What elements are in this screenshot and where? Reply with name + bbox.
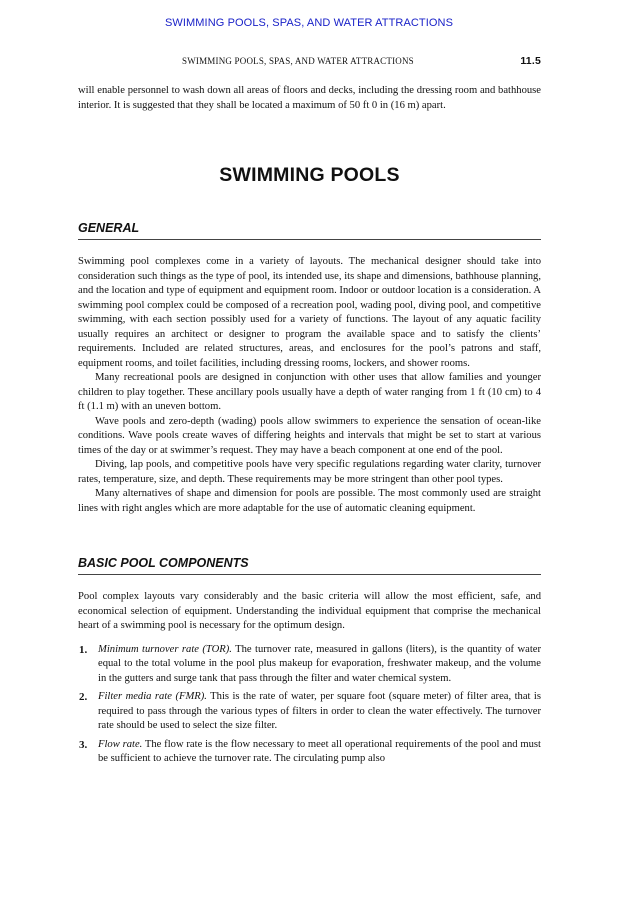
top-banner-title: SWIMMING POOLS, SPAS, AND WATER ATTRACTIONS (164, 17, 454, 29)
general-paragraph: Many alternatives of shape and dimension for pools are possible. The most commonly used are straight lines with right angles which are more adaptable for the use of automatic cleaning equipment. (78, 488, 541, 514)
list-item-text: The turnover rate, measured in gallons (liters), is the quantity of water equal to the total volume in the pool plus makeup for evaporation, freshwater makeup, and the volume in the gutters and surge tank that pass through the filter and water chemical system. (98, 643, 541, 684)
page-content (78, 84, 541, 771)
list-item-text: The flow rate is the flow necessary to meet all operational requirements of the pool and must be sufficient to achieve the turnover rate. The circulating pump also (98, 738, 541, 764)
running-head (78, 56, 541, 70)
chapter-section-title: SWIMMING POOLS (219, 164, 400, 186)
components-list (78, 643, 541, 767)
list-item (78, 690, 541, 734)
list-item-text: This is the rate of water, per square foot (square meter) of filter area, that is required to pass through the various types of filters in order to clean the water effectively. The turnover rate should be used to select the size filter. (98, 691, 541, 731)
general-section-body (78, 255, 541, 516)
list-item (78, 643, 541, 687)
list-item-term: Minimum turnover rate (TOR). (98, 643, 232, 655)
running-head-title: SWIMMING POOLS, SPAS, AND WATER ATTRACTIONS (182, 56, 414, 66)
section-heading-general: GENERAL (78, 221, 541, 240)
list-item-term: Flow rate. (98, 738, 143, 750)
general-paragraph: Swimming pool complexes come in a variety of layouts. The mechanical designer should take into consideration such things as the type of pool, its intended use, its shape and dimensions, bathhouse planning, and the location and type of equipment and equipment room. Indoor or outdoor location is a consideration. A swimming pool complex could be composed of a recreation pool, wading pool, diving pool, and competitive swimming, with each section possibly used for a variety of functions. The layout of any aquatic facility usually requires an architect or designer to program the available space and to satisfy the clients’ requirements. Included are related structures, areas, and enclosures for the pool’s patrons and staff, equipment rooms, and toilet facilities, including dressing rooms, lockers, and shower rooms. (78, 256, 541, 369)
list-item (78, 738, 541, 767)
list-item-term: Filter media rate (FMR). (98, 691, 207, 702)
list-item-number: 3. (79, 738, 88, 751)
general-paragraph: Diving, lap pools, and competitive pools have very specific regulations regarding water clarity, turnover rates, temperature, size, and depth. These requirements may be more stringent than other pool types. (78, 459, 541, 485)
general-paragraph: Wave pools and zero-depth (wading) pools allow swimmers to experience the sensation of ocean-like conditions. Wave pools create waves of differing heights and intervals that might be set to start at various times of the day or at swimmer’s request. They may have a beach component at one end of the pool. (78, 415, 541, 456)
general-paragraph: Many recreational pools are designed in conjunction with other uses that allow families and younger children to play together. These ancillary pools usually have a depth of water ranging from 1 ft (10 cm) to 4 ft (1.1 m) with an uneven bottom. (78, 372, 541, 412)
section-heading-basic-pool-components: BASIC POOL COMPONENTS (78, 556, 541, 575)
basic-intro-paragraph: Pool complex layouts vary considerably and the basic criteria will allow the most efficient, safe, and economical selection of equipment. Understanding the individual equipment that comprise the mechanical heart of a swimming pool is necessary for the optimum design. (78, 591, 541, 631)
list-item-number: 2. (79, 691, 88, 703)
intro-paragraph: will enable personnel to wash down all areas of floors and decks, including the dressing room and bathhouse interior. It is suggested that they shall be located a maximum of 50 ft 0 in (16 m) apart. (78, 85, 541, 111)
list-item-number: 1. (79, 643, 88, 656)
page-number: 11.5 (520, 55, 541, 67)
